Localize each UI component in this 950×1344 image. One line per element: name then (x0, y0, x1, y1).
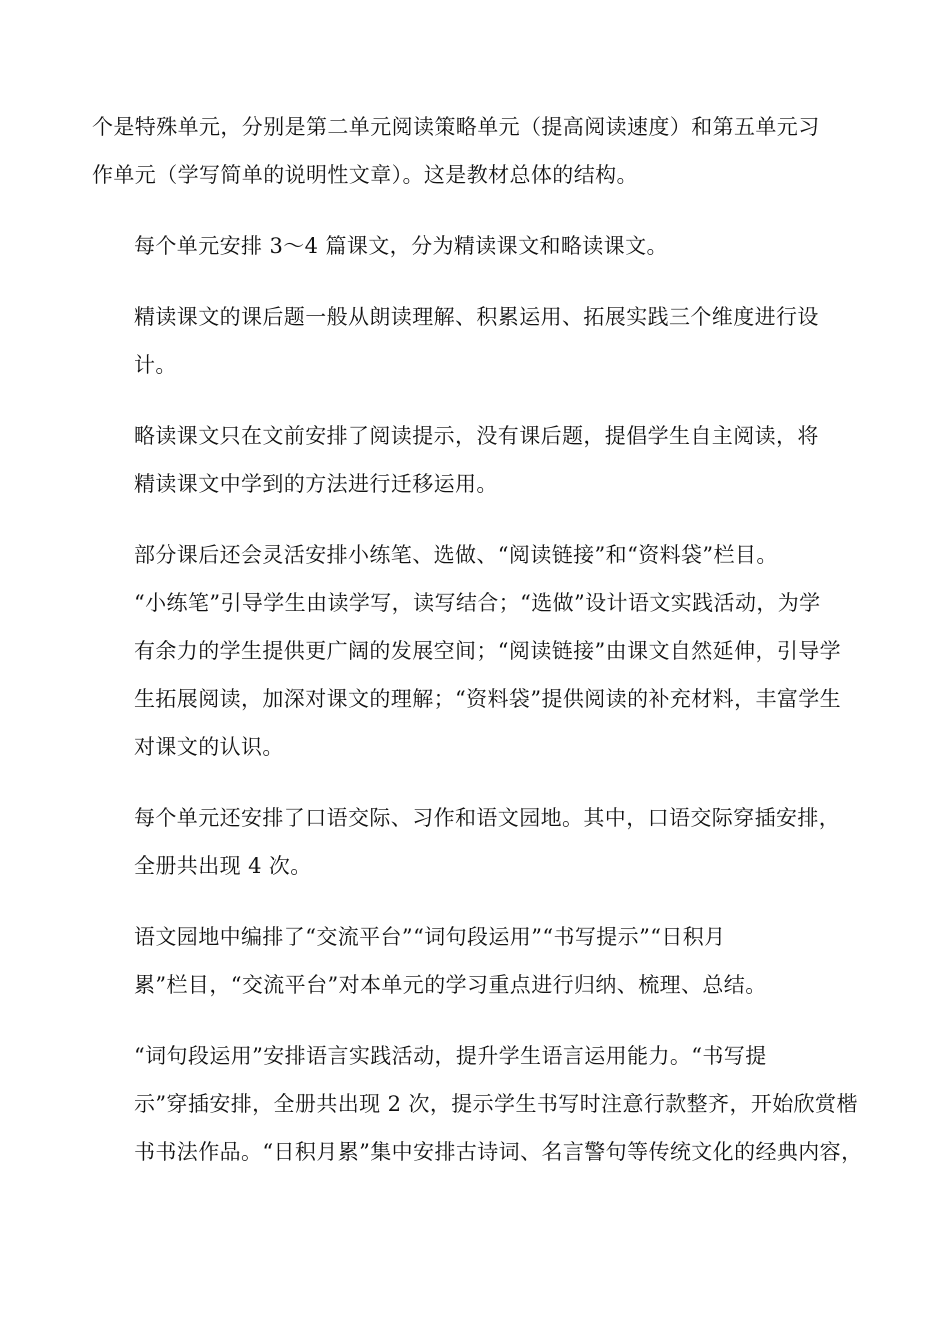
text-line: 每个单元安排 3～4 篇课文，分为精读课文和略读课文。 (134, 234, 668, 258)
text-line: 生拓展阅读，加深对课文的理解；“资料袋”提供阅读的补充材料，丰富学生 (134, 687, 842, 711)
paragraph-4 (92, 412, 858, 508)
text-line: 示”穿插安排，全册共出现 2 次，提示学生书写时注意行款整齐，开始欣赏楷 (134, 1092, 858, 1116)
text-line: 书书法作品。“日积月累”集中安排古诗词、名言警句等传统文化的经典内容， (134, 1140, 863, 1164)
paragraph-1 (92, 103, 858, 199)
paragraph-8 (92, 1032, 863, 1176)
text-line: 有余力的学生提供更广阔的发展空间；“阅读链接”由课文自然延伸，引导学 (134, 639, 842, 663)
paragraph-5 (92, 531, 858, 771)
text-line: “小练笔”引导学生由读学写，读写结合；“选做”设计语文实践活动，为学 (134, 591, 821, 615)
text-line: 精读课文的课后题一般从朗读理解、积累运用、拓展实践三个维度进行设 (134, 305, 819, 329)
text-line: 略读课文只在文前安排了阅读提示，没有课后题，提倡学生自主阅读，将 (134, 424, 819, 448)
text-line: 部分课后还会灵活安排小练笔、选做、“阅读链接”和“资料袋”栏目。 (134, 543, 778, 567)
text-line: 对课文的认识。 (134, 735, 284, 759)
paragraph-3 (92, 293, 858, 389)
text-line: 全册共出现 4 次。 (134, 854, 312, 878)
text-line: 每个单元还安排了口语交际、习作和语文园地。其中，口语交际穿插安排， (134, 806, 841, 830)
text-line: “词句段运用”安排语言实践活动，提升学生语言运用能力。“书写提 (134, 1044, 767, 1068)
paragraph-2 (92, 222, 858, 270)
text-line: 作单元（学写简单的说明性文章）。这是教材总体的结构。 (92, 163, 638, 187)
text-line: 累”栏目，“交流平台”对本单元的学习重点进行归纳、梳理、总结。 (134, 973, 767, 997)
text-line: 精读课文中学到的方法进行迁移运用。 (134, 472, 498, 496)
text-line: 语文园地中编排了“交流平台”“词句段运用”“书写提示”“日积月 (134, 925, 726, 949)
paragraph-6 (92, 794, 858, 890)
document-body (92, 103, 863, 1199)
text-line: 计。 (134, 353, 177, 377)
paragraph-7 (92, 913, 858, 1009)
text-line: 个是特殊单元，分别是第二单元阅读策略单元（提高阅读速度）和第五单元习 (92, 115, 820, 139)
